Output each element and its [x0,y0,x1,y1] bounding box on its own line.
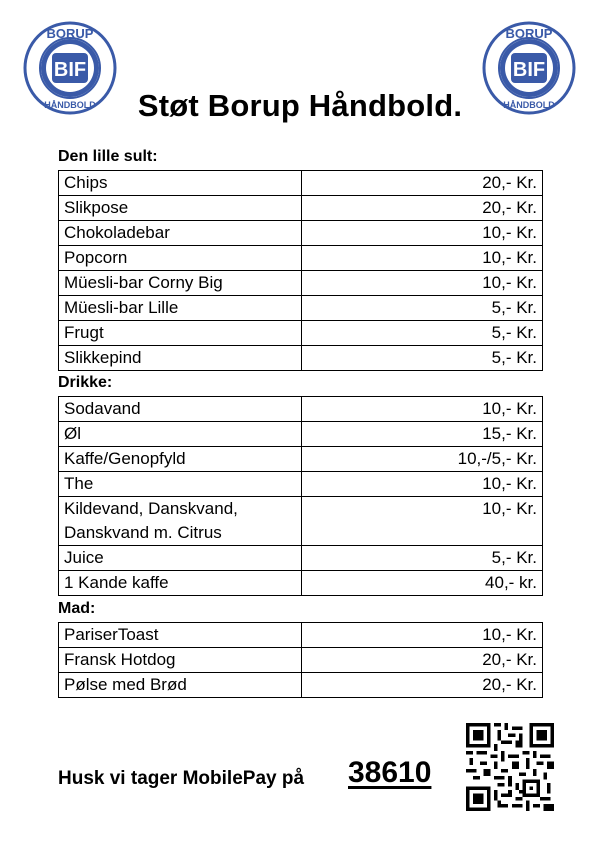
item-name: Fransk Hotdog [59,648,302,673]
item-price: 10,- Kr. [302,497,543,546]
item-name: Chips [59,171,302,196]
item-price: 15,- Kr. [302,422,543,447]
item-price: 20,- Kr. [302,196,543,221]
item-name: Juice [59,546,302,571]
table-row [59,472,543,497]
item-price: 10,- Kr. [302,221,543,246]
qr-code-icon[interactable] [466,723,554,811]
svg-text:HÅNDBOLD: HÅNDBOLD [503,100,555,110]
price-table [58,170,543,371]
item-price: 5,- Kr. [302,346,543,371]
item-name: Müesli-bar Corny Big [59,271,302,296]
mobilepay-number: 38610 [348,756,432,789]
price-table [58,396,543,596]
item-price: 10,- Kr. [302,397,543,422]
item-name: Popcorn [59,246,302,271]
table-row [59,497,543,546]
item-name-line: Kildevand, Danskvand, [64,499,238,518]
item-price: 10,- Kr. [302,472,543,497]
table-row [59,346,543,371]
table-row [59,321,543,346]
item-name: Müesli-bar Lille [59,296,302,321]
item-name: PariserToast [59,623,302,648]
item-price: 20,- Kr. [302,648,543,673]
item-price: 5,- Kr. [302,546,543,571]
page-title: Støt Borup Håndbold. [137,88,463,123]
item-name: 1 Kande kaffe [59,571,302,596]
table-row [59,623,543,648]
table-row [59,447,543,472]
table-row [59,271,543,296]
mobilepay-text: Husk vi tager MobilePay på [58,768,305,789]
item-name: Chokoladebar [59,221,302,246]
table-row [59,673,543,698]
table-row [59,397,543,422]
item-price: 5,- Kr. [302,321,543,346]
item-price: 10,-/5,- Kr. [302,447,543,472]
table-row [59,171,543,196]
item-name: The [59,472,302,497]
svg-text:HÅNDBOLD: HÅNDBOLD [44,100,96,110]
svg-text:BIF: BIF [512,59,546,81]
item-name: Sodavand [59,397,302,422]
item-name: Kaffe/Genopfyld [59,447,302,472]
item-price: 10,- Kr. [302,623,543,648]
table-row [59,296,543,321]
table-row [59,648,543,673]
table-row [59,422,543,447]
svg-text:BORUP: BORUP [46,26,94,41]
item-price: 20,- Kr. [302,171,543,196]
item-price: 40,- kr. [302,571,543,596]
item-name [59,497,302,546]
table-row [59,246,543,271]
item-price: 20,- Kr. [302,673,543,698]
section-heading: Den lille sult: [58,148,158,165]
svg-text:BORUP: BORUP [505,26,553,41]
price-table [58,622,543,698]
item-name-line: Danskvand m. Citrus [64,523,222,542]
item-price: 10,- Kr. [302,271,543,296]
table-row [59,546,543,571]
item-price: 10,- Kr. [302,246,543,271]
item-price: 5,- Kr. [302,296,543,321]
section-heading: Mad: [58,600,96,617]
svg-text:BIF: BIF [53,59,87,81]
item-name: Frugt [59,321,302,346]
item-name: Slikpose [59,196,302,221]
table-row [59,221,543,246]
item-name: Øl [59,422,302,447]
item-name: Pølse med Brød [59,673,302,698]
table-row [59,571,543,596]
table-row [59,196,543,221]
section-heading: Drikke: [58,374,113,391]
item-name: Slikkepind [59,346,302,371]
